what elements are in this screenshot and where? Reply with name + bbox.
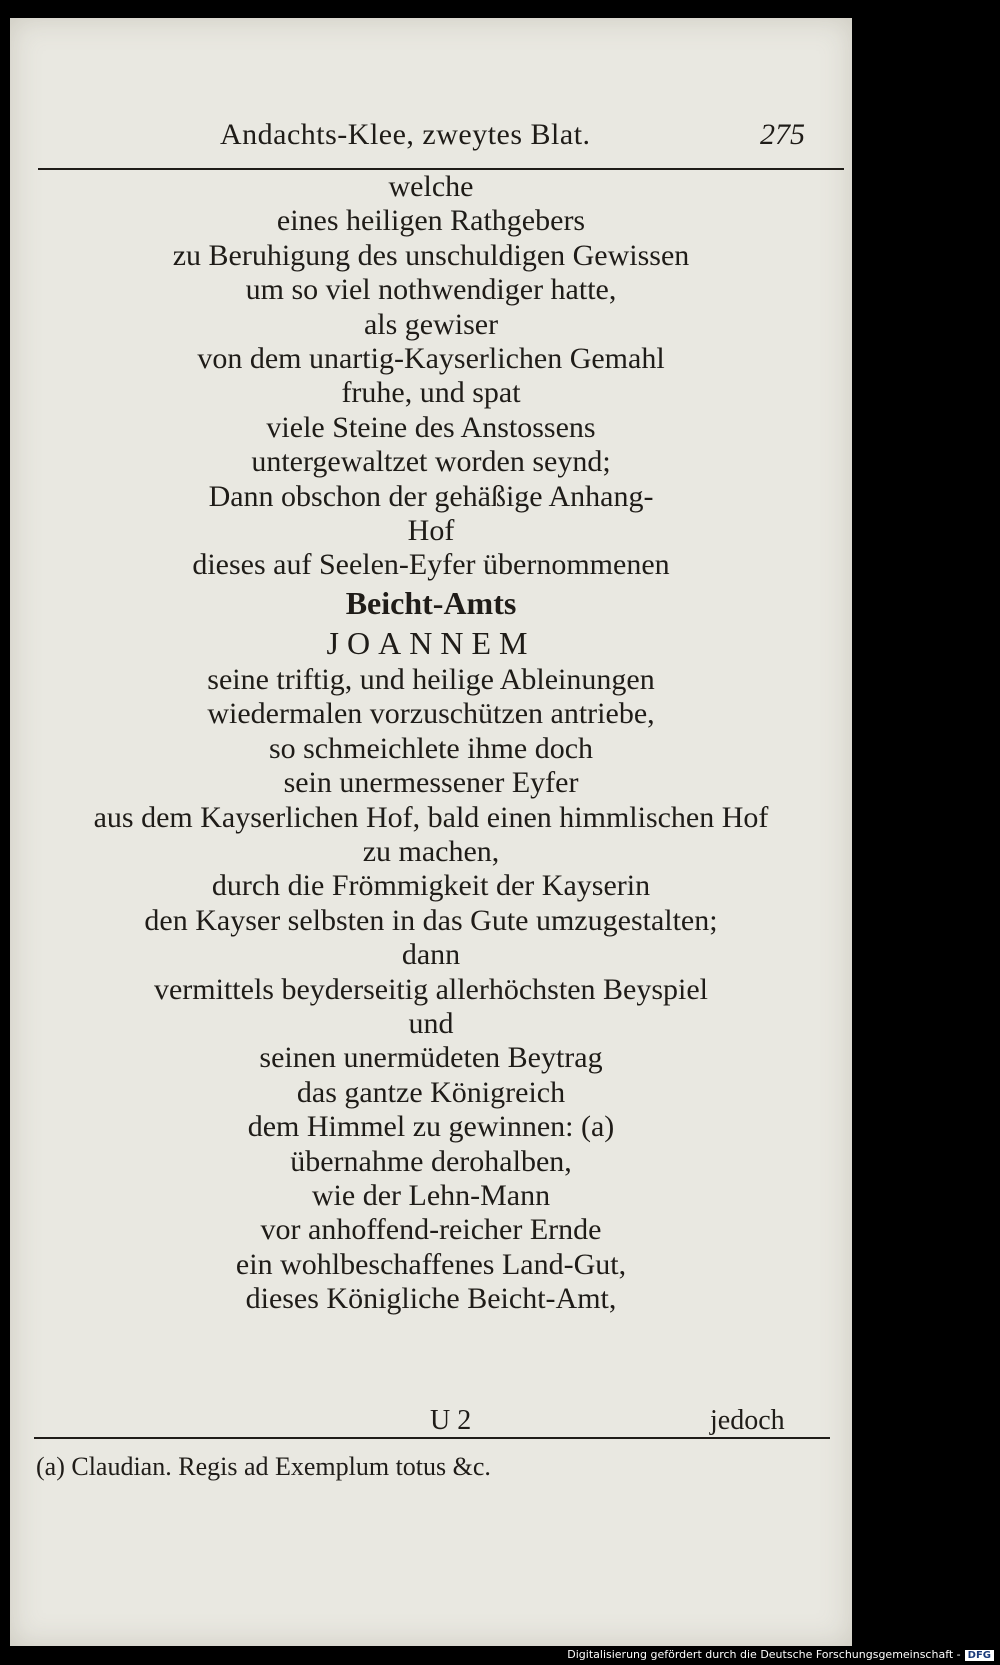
text-line: als gewiser xyxy=(363,307,499,341)
text-line: seine triftig, und heilige Ableinungen xyxy=(207,662,655,696)
text-line: um so viel nothwendiger hatte, xyxy=(245,273,617,307)
text-line: seinen unermüdeten Beytrag xyxy=(259,1041,603,1075)
text-line: fruhe, und spat xyxy=(341,376,521,410)
text-line: dieses Königliche Beicht-Amt, xyxy=(245,1282,617,1316)
text-line: durch die Frömmigkeit der Kayserin xyxy=(211,869,651,903)
footnote-rule xyxy=(34,1437,830,1439)
signature-mark: U 2 xyxy=(430,1405,472,1436)
credit-text: Digitalisierung gefördert durch die Deutsche Forschungsgemeinschaft - xyxy=(567,1648,961,1661)
digitization-credit xyxy=(567,1648,994,1661)
footnote: (a) Claudian. Regis ad Exemplum totus &c. xyxy=(36,1452,491,1481)
text-line: vor anhoffend-reicher Ernde xyxy=(260,1213,602,1247)
text-line: zu Beruhigung des unschuldigen Gewissen xyxy=(172,238,690,272)
text-line: vermittels beyderseitig allerhöchsten Beyspiel xyxy=(153,972,708,1006)
text-line: dann xyxy=(401,938,461,972)
text-line: das gantze Königreich xyxy=(296,1075,566,1109)
text-line: ein wohlbeschaffenes Land-Gut, xyxy=(235,1247,627,1281)
text-line: dieses auf Seelen-Eyfer übernommenen xyxy=(192,548,670,582)
text-line: Dann obschon der gehäßige Anhang- xyxy=(208,479,654,513)
text-line: sein unermessener Eyfer xyxy=(283,766,579,800)
text-line: von dem unartig-Kayserlichen Gemahl xyxy=(197,342,665,376)
book-page xyxy=(10,18,852,1646)
text-line: welche xyxy=(388,170,474,203)
text-line: übernahme derohalben, xyxy=(290,1144,572,1178)
text-line: dem Himmel zu gewinnen: (a) xyxy=(247,1110,615,1144)
page-number: 275 xyxy=(760,118,805,151)
text-line-emphasis: Beicht-Amts xyxy=(345,584,517,621)
text-line-name: JOANNEM xyxy=(326,624,536,661)
text-line: wie der Lehn-Mann xyxy=(311,1178,551,1212)
text-line: viele Steine des Anstossens xyxy=(266,410,596,444)
page-header xyxy=(50,118,852,164)
text-line: untergewaltzet worden seynd; xyxy=(251,445,611,479)
text-line: so schmeichlete ihme doch xyxy=(268,731,594,765)
text-line: aus dem Kayserlichen Hof, bald einen himmlischen Hof xyxy=(93,800,769,834)
text-line: Hof xyxy=(407,514,455,548)
body-text xyxy=(10,170,852,1317)
text-line: eines heiligen Rathgebers xyxy=(276,204,586,238)
catchword: jedoch xyxy=(710,1405,785,1436)
text-line: zu machen, xyxy=(362,834,500,868)
dfg-logo: DFG xyxy=(965,1650,994,1661)
text-line: und xyxy=(408,1006,454,1040)
text-line: den Kayser selbsten in das Gute umzugestalten; xyxy=(144,903,718,937)
running-title: Andachts-Klee, zweytes Blat. xyxy=(220,118,591,151)
text-line: wiedermalen vorzuschützen antriebe, xyxy=(207,697,655,731)
